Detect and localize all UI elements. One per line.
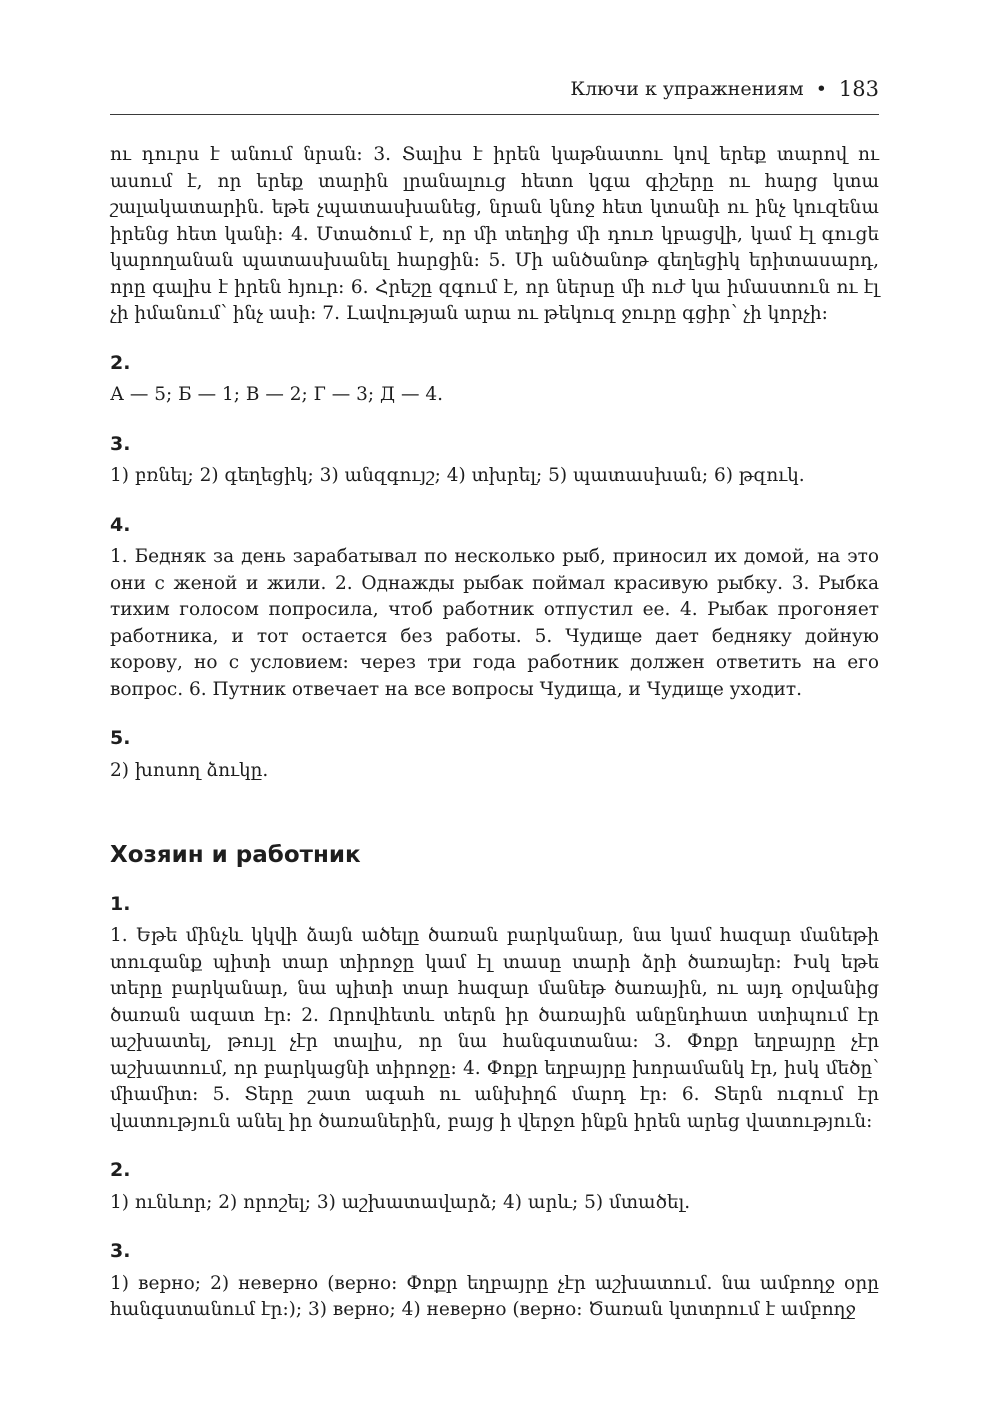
section-heading: Хозяин и работник bbox=[110, 842, 361, 868]
exercise-answer: 1) բռնել; 2) գեղեցիկ; 3) անզգույշ; 4) տխրել; 5) պատասխան; 6) թզուկ. bbox=[110, 465, 805, 486]
header-title: Ключи к упражнениям bbox=[570, 78, 804, 100]
exercise-answer: А — 5; Б — 1; В — 2; Г — 3; Д — 4. bbox=[110, 384, 443, 405]
exercise-answer: 2) խոսող ձուկը. bbox=[110, 759, 269, 781]
exercise-answer: 1. Եթե մինչև կկվի ձայն ածելը ծառան բարկանար, նա կամ հազար մանեթի տուգանք պիտի տար տիրոջը կամ էլ տասը տարի ձրի ծառայեր: Իսկ եթե տերը բարկանար, նա պիտի տար հազար մանեթ ծառային, ու այդ օրվանից ծառան ազատ էր: 2. Որովհետև տերն իր ծառային անընդհատ ստիպում էր աշխատել, թույլ չէր տալիս, որ նա հանգստանա: 3. Փոքր եղբայրը չէր աշխատում, որ բարկացնի տիրոջը: 4. Փոքր եղբայրը խորամանկ էր, իսկ մեծը՝ միամիտ: 5. Տերը շատ ագահ ու անխիղճ մարդ էր: 6. Տերն ուզում էր վատություն անել իր ծառաներին, բայց ի վերջո ինքն իրեն արեց վատություն: bbox=[110, 925, 879, 1132]
exercise-answer: 1) верно; 2) неверно (верно: Փոքր եղբայրը չէր աշխատում. նա ամբողջ օրը հանգստանում էր:); 3) верно; 4) неверно (верно: Ծառան կտտրում է ամբողջ bbox=[110, 1272, 879, 1320]
page-content bbox=[110, 142, 879, 1324]
continued-answer: ու դուրս է անում նրան: 3. Տալիս է իրեն կաթնատու կով երեք տարով ու ասում է, որ երեք տարին լրանալուց հետո կգա գիշերը ու հարց կտա շալակատարին. եթե չպատասխանեց, նրան կնոջ հետ կտանի ու ինչ կուզենա իրենց հետ կանի: 4. Մտածում է, որ մի տեղից մի դուռ կբացվի, կամ էլ գուցե կարողանան պատասխանել հարցին: 5. Մի անծանոթ գեղեցիկ երիտասարդ, որը գալիս է իրեն հյուր: 6. Հրեշը զգում է, որ ներսը մի ուժ կա իմաստուն ու էլ չի իմանում՝ ինչ ասի: 7. Լավության արա ու թեկուզ ջուրը գցիր՝ չի կորչի: bbox=[110, 144, 879, 324]
exercise-number: 4. bbox=[110, 513, 131, 536]
exercise-answer: 1) ունևոր; 2) որոշել; 3) աշխատավարձ; 4) արև; 5) մտածել. bbox=[110, 1191, 691, 1213]
exercise-number: 2. bbox=[110, 1159, 131, 1181]
exercise-number: 1. bbox=[110, 892, 131, 915]
exercise-number: 3. bbox=[110, 1240, 131, 1262]
exercise-number: 5. bbox=[110, 727, 131, 749]
header-separator: • bbox=[815, 78, 827, 100]
exercise-number: 3. bbox=[110, 432, 131, 455]
page-number: 183 bbox=[838, 77, 879, 101]
exercise-number: 2. bbox=[110, 351, 131, 374]
running-header bbox=[110, 72, 879, 115]
exercise-answer: 1. Бедняк за день зарабатывал по несколько рыб, приносил их домой, на это они с женой и жили. 2. Однажды рыбак поймал красивую рыбку. 3. Рыбка тихим голосом попросила, чтоб работник отпустил ее. 4. Рыбак прогоняет работника, и тот остается без работы. 5. Чудище дает бедняку дойную корову, но с условием: через три года работник должен ответить на его вопрос. 6. Путник отвечает на все вопросы Чудища, и Чудище уходит. bbox=[110, 546, 879, 700]
